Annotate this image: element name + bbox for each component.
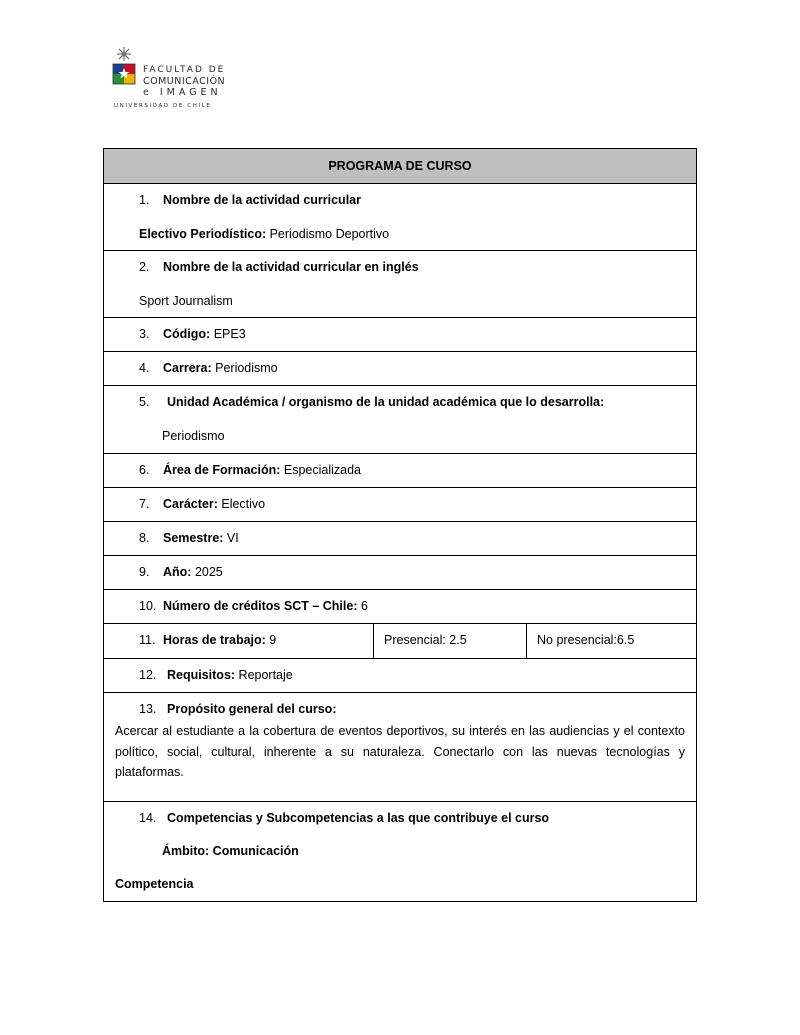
item-character <box>104 487 696 521</box>
work-hours-cell <box>104 624 374 658</box>
item-label: Unidad Académica / organismo de la unidad académica que lo desarrolla: <box>167 395 605 409</box>
competencia-label: Competencia <box>115 877 194 891</box>
purpose-paragraph: Acercar al estudiante a la cobertura de eventos deportivos, su interés en las audiencias y el contexto político, social, cultural, inherente a su naturaleza. Conectarlo con las nuevas tecnologías y plataformas. <box>115 724 685 779</box>
item-number: 14. <box>139 811 157 825</box>
item-label: Código: <box>163 327 211 341</box>
faculty-logo <box>112 44 242 114</box>
item-code <box>104 317 696 351</box>
item-label: Área de Formación: <box>163 463 281 477</box>
item-label: Horas de trabajo: <box>163 633 266 647</box>
item-career <box>104 351 696 385</box>
item-activity-name-english <box>104 250 696 317</box>
item-credits <box>104 589 696 623</box>
item-value: Electivo <box>217 497 266 511</box>
logo-line-imagen: e IMAGEN <box>143 87 222 98</box>
university-crest-icon <box>112 44 142 102</box>
item-sub-label: Electivo Periodístico: <box>139 227 267 241</box>
item-activity-name <box>104 183 696 250</box>
item-label: Número de créditos SCT – Chile: <box>163 599 358 613</box>
item-value: Periodismo <box>211 361 278 375</box>
item-value: Especializada <box>280 463 361 477</box>
item-number: 1. <box>139 193 150 207</box>
item-value: Sport Journalism <box>139 294 233 308</box>
presencial-cell <box>374 624 527 658</box>
item-value: EPE3 <box>210 327 246 341</box>
no-presencial-cell <box>527 624 696 658</box>
item-number: 6. <box>139 463 150 477</box>
item-academic-unit <box>104 385 696 453</box>
item-number: 8. <box>139 531 150 545</box>
item-number: 2. <box>139 260 150 274</box>
item-number: 4. <box>139 361 150 375</box>
item-label: Requisitos: <box>167 668 236 682</box>
item-label: Año: <box>163 565 192 579</box>
item-semester <box>104 521 696 555</box>
item-value: Reportaje <box>235 668 293 682</box>
item-value: 9 <box>265 633 277 647</box>
item-number: 13. <box>139 702 157 716</box>
item-value: VI <box>223 531 239 545</box>
item-label: Propósito general del curso: <box>167 702 337 716</box>
item-purpose <box>104 692 696 801</box>
no-presencial-hours: No presencial:6.5 <box>537 633 635 647</box>
item-year <box>104 555 696 589</box>
item-label: Nombre de la actividad curricular <box>163 193 361 207</box>
item-number: 3. <box>139 327 150 341</box>
item-number: 12. <box>139 668 157 682</box>
item-number: 10. <box>139 599 157 613</box>
item-value: 6 <box>357 599 368 613</box>
logo-line-comunicacion: COMUNICACIÓN <box>143 76 226 87</box>
logo-line-university: UNIVERSIDAD DE CHILE <box>114 103 212 109</box>
ambito-label: Ámbito: Comunicación <box>162 844 299 858</box>
course-program-table <box>103 148 697 902</box>
item-value: Periodismo Deportivo <box>266 227 390 241</box>
item-label: Competencias y Subcompetencias a las que contribuye el curso <box>167 811 550 825</box>
item-label: Nombre de la actividad curricular en inglés <box>163 260 419 274</box>
item-value: Periodismo <box>162 429 225 443</box>
item-work-hours <box>104 623 696 658</box>
item-number: 11. <box>139 633 156 647</box>
item-number: 9. <box>139 565 150 579</box>
item-value: 2025 <box>191 565 223 579</box>
item-label: Carrera: <box>163 361 212 375</box>
table-title: PROGRAMA DE CURSO <box>104 149 696 183</box>
logo-line-faculty: FACULTAD DE <box>143 65 226 75</box>
item-number: 7. <box>139 497 150 511</box>
presencial-hours: Presencial: 2.5 <box>384 633 467 647</box>
item-label: Semestre: <box>163 531 224 545</box>
item-competencies <box>104 801 696 901</box>
item-label: Carácter: <box>163 497 218 511</box>
item-number: 5. <box>139 395 150 409</box>
item-formation-area <box>104 453 696 487</box>
item-requirements <box>104 658 696 692</box>
